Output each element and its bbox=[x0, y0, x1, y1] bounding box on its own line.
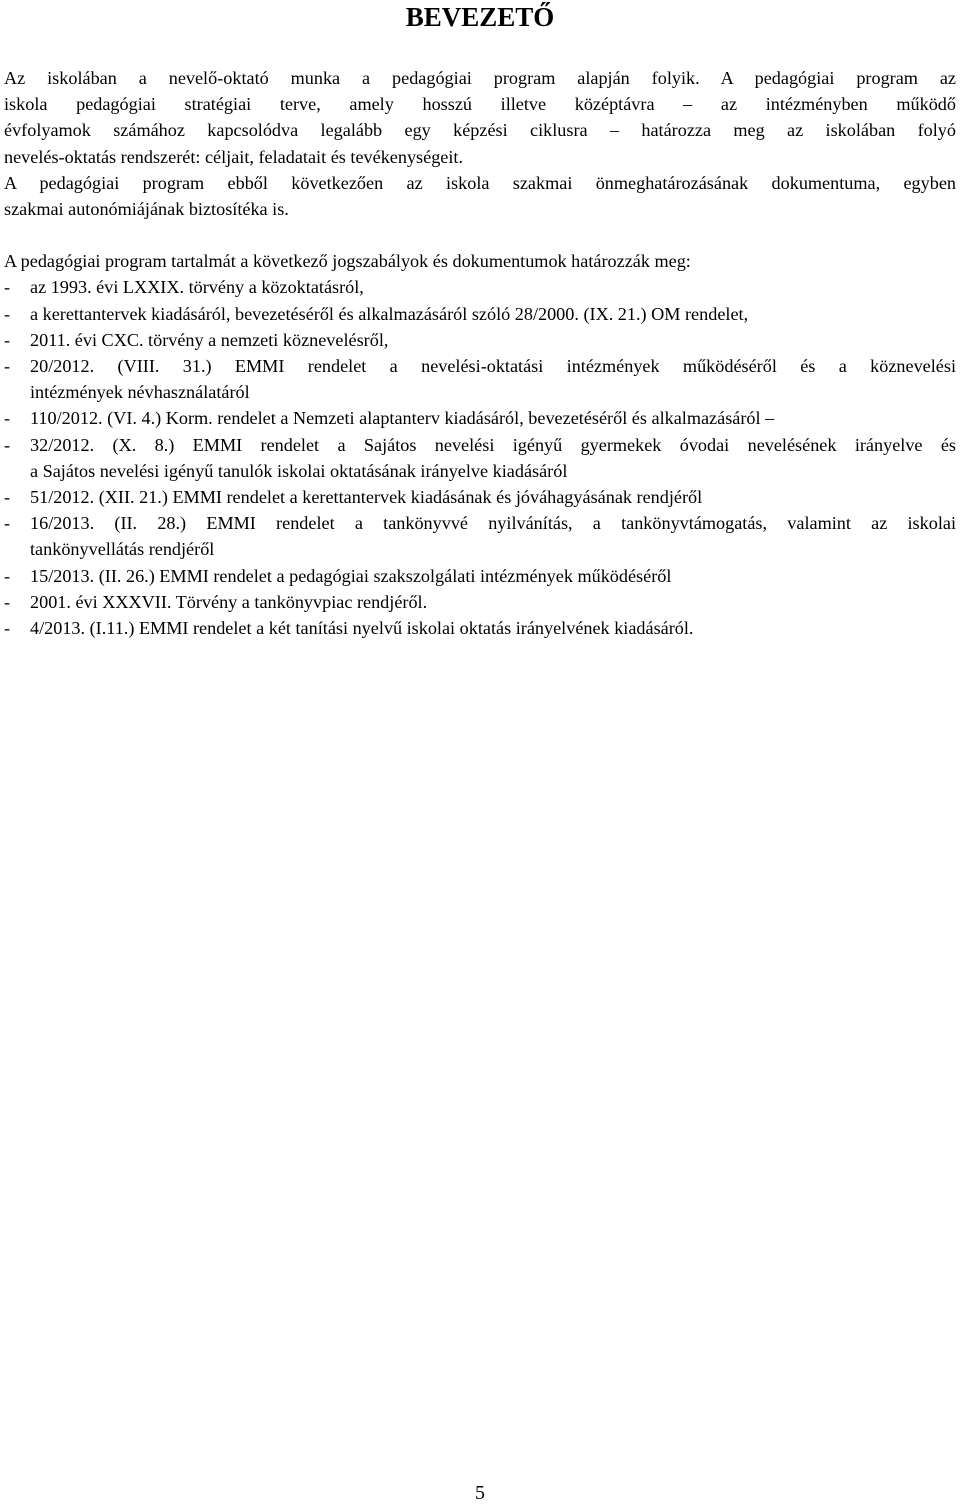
regulation-item bbox=[4, 563, 956, 589]
paragraph-line: A pedagógiai program ebből következően az iskola szakmai önmeghatározásának dokumentuma, egyben bbox=[4, 172, 956, 193]
regulation-text: 16/2013. (II. 28.) EMMI rendelet a tankönyvvé nyilvánítás, a tankönyvtámogatás, valamint az iskolai bbox=[30, 513, 956, 534]
regulations-list bbox=[4, 274, 956, 641]
list-dash: - bbox=[4, 408, 11, 429]
list-dash: - bbox=[4, 618, 11, 639]
page-number: 5 bbox=[475, 1482, 485, 1504]
list-dash: - bbox=[4, 329, 11, 350]
list-dash: - bbox=[4, 303, 11, 324]
regulation-item bbox=[4, 327, 956, 353]
regulation-item bbox=[4, 615, 956, 641]
paragraph-line: iskola pedagógiai stratégiai terve, amely hosszú illetve középtávra – az intézményben működő bbox=[4, 94, 956, 115]
regulation-item bbox=[4, 405, 956, 431]
regulation-text: 51/2012. (XII. 21.) EMMI rendelet a kerettantervek kiadásának és jóváhagyásának rendjéről bbox=[30, 487, 703, 508]
list-dash: - bbox=[4, 591, 11, 612]
paragraph-line: évfolyamok számához kapcsolódva legalább egy képzési ciklusra – határozza meg az iskolában folyó bbox=[4, 120, 956, 141]
regulation-text: intézmények névhasználatáról bbox=[30, 382, 250, 403]
list-dash: - bbox=[4, 356, 11, 377]
regulations-intro: A pedagógiai program tartalmát a következő jogszabályok és dokumentumok határozzák meg: bbox=[4, 251, 691, 272]
document-body bbox=[4, 65, 956, 641]
intro-paragraph bbox=[4, 65, 956, 170]
regulation-text: 2001. évi XXXVII. Törvény a tankönyvpiac rendjéről. bbox=[30, 591, 428, 612]
list-dash: - bbox=[4, 513, 11, 534]
regulation-text: 110/2012. (VI. 4.) Korm. rendelet a Nemzeti alaptanterv kiadásáról, bevezetéséről és alkalmazásáról – bbox=[30, 408, 775, 429]
regulation-item bbox=[4, 484, 956, 510]
paragraph-line: Az iskolában a nevelő-oktató munka a pedagógiai program alapján folyik. A pedagógiai program az bbox=[4, 68, 956, 88]
regulation-text: 32/2012. (X. 8.) EMMI rendelet a Sajátos nevelési igényű gyermekek óvodai nevelésének irányelve és bbox=[30, 434, 956, 455]
regulation-text: a kerettantervek kiadásáról, bevezetéséről és alkalmazásáról szóló 28/2000. (IX. 21.) OM rendelet, bbox=[30, 303, 749, 324]
regulation-text: a Sajátos nevelési igényű tanulók iskolai oktatásának irányelve kiadásáról bbox=[30, 460, 568, 481]
regulation-item bbox=[4, 301, 956, 327]
regulation-item bbox=[4, 432, 956, 484]
list-dash: - bbox=[4, 277, 11, 298]
regulation-item bbox=[4, 510, 956, 562]
paragraph-gap bbox=[4, 222, 956, 248]
regulation-item bbox=[4, 353, 956, 405]
paragraph-line: nevelés-oktatás rendszerét: céljait, feladatait és tevékenységeit. bbox=[4, 146, 464, 167]
list-dash: - bbox=[4, 487, 11, 508]
paragraph-line: szakmai autonómiájának biztosítéka is. bbox=[4, 199, 289, 220]
page-title: BEVEZETŐ bbox=[405, 2, 555, 32]
list-dash: - bbox=[4, 434, 11, 455]
list-dash: - bbox=[4, 565, 11, 586]
regulation-text: az 1993. évi LXXIX. törvény a közoktatásról, bbox=[30, 277, 364, 298]
regulation-text: 4/2013. (I.11.) EMMI rendelet a két tanítási nyelvű iskolai oktatás irányelvének kiadásáról. bbox=[30, 618, 694, 639]
autonomy-paragraph bbox=[4, 170, 956, 222]
regulation-item bbox=[4, 274, 956, 300]
regulation-text: 20/2012. (VIII. 31.) EMMI rendelet a nevelési-oktatási intézmények működéséről és a köznevelési bbox=[30, 356, 956, 377]
regulation-item bbox=[4, 589, 956, 615]
regulation-text: 2011. évi CXC. törvény a nemzeti köznevelésről, bbox=[30, 329, 389, 350]
regulation-text: 15/2013. (II. 26.) EMMI rendelet a pedagógiai szakszolgálati intézmények működéséről bbox=[30, 565, 672, 586]
regulation-text: tankönyvellátás rendjéről bbox=[30, 539, 215, 560]
